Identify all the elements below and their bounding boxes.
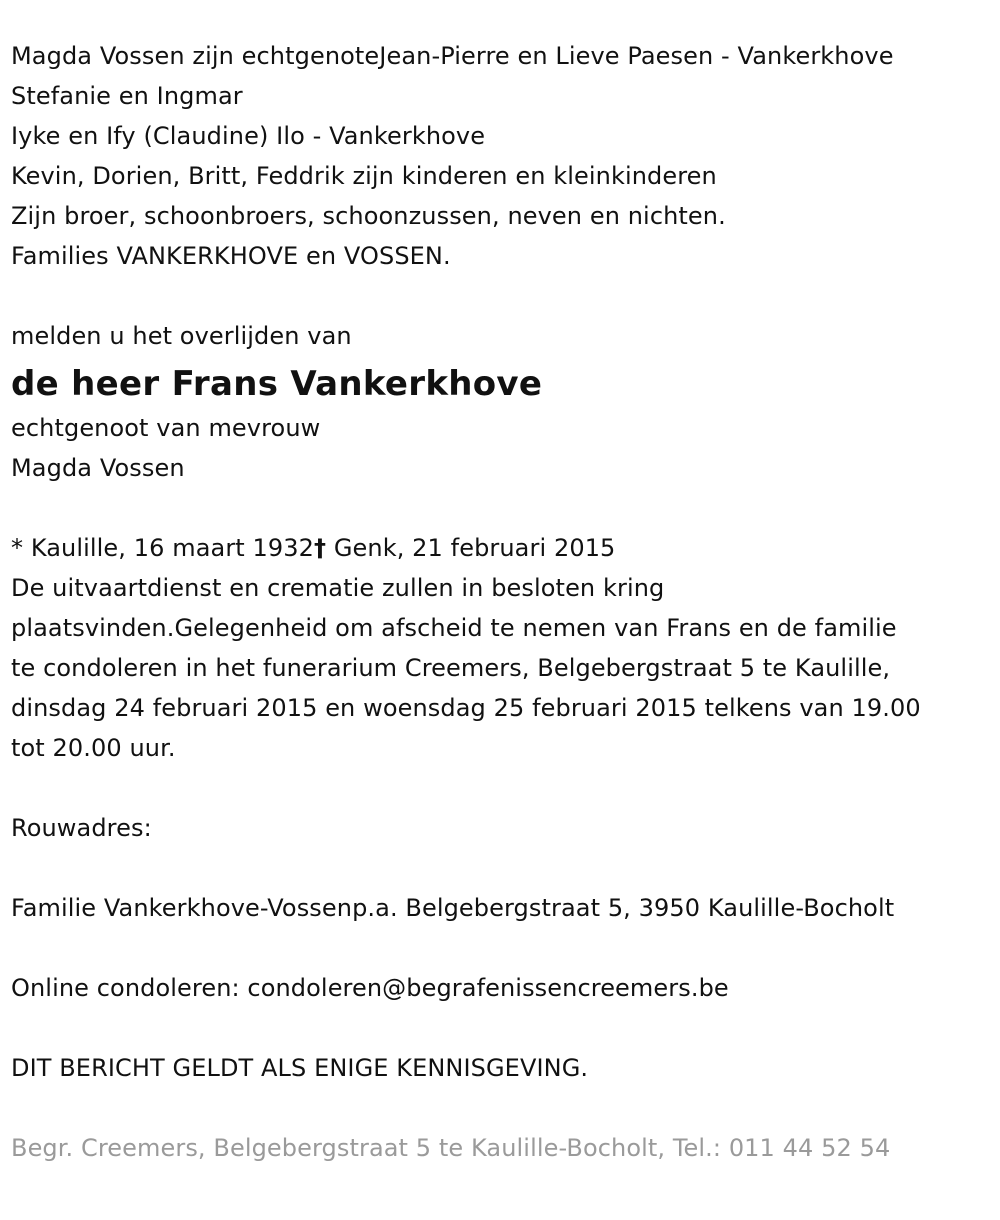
spacer — [11, 768, 1000, 808]
family-line: Iyke en Ify (Claudine) Ilo - Vankerkhove — [11, 122, 486, 150]
family-line: Families VANKERKHOVE en VOSSEN. — [11, 242, 451, 270]
death-date: Genk, 21 februari 2015 — [326, 534, 616, 562]
service-details — [11, 568, 1000, 768]
spouse-name: Magda Vossen — [11, 454, 185, 482]
address-label: Rouwadres: — [11, 814, 152, 842]
family-line: Stefanie en Ingmar — [11, 82, 243, 110]
service-line: tot 20.00 uur. — [11, 734, 176, 762]
service-line: De uitvaartdienst en crematie zullen in besloten kring — [11, 574, 665, 602]
service-line: dinsdag 24 februari 2015 en woensdag 25 februari 2015 telkens van 19.00 — [11, 694, 921, 722]
service-line: te condoleren in het funerarium Creemers, Belgebergstraat 5 te Kaulille, — [11, 654, 891, 682]
spacer — [11, 276, 1000, 316]
notice-text: DIT BERICHT GELDT ALS ENIGE KENNISGEVING. — [11, 1054, 589, 1082]
life-dates — [11, 528, 1000, 568]
spacer — [11, 1008, 1000, 1048]
spacer — [11, 928, 1000, 968]
spacer — [11, 1088, 1000, 1128]
family-line: Magda Vossen zijn echtgenoteJean-Pierre en Lieve Paesen - Vankerkhove — [11, 42, 894, 70]
online-condolence: Online condoleren: condoleren@begrafenissencreemers.be — [11, 974, 729, 1002]
funeral-home-footer: Begr. Creemers, Belgebergstraat 5 te Kaulille-Bocholt, Tel.: 011 44 52 54 — [11, 1134, 891, 1162]
spacer — [11, 848, 1000, 888]
relation-text: echtgenoot van mevrouw — [11, 414, 321, 442]
announcement-text: melden u het overlijden van — [11, 322, 352, 350]
service-line: plaatsvinden.Gelegenheid om afscheid te nemen van Frans en de familie — [11, 614, 897, 642]
spacer — [11, 488, 1000, 528]
family-line: Zijn broer, schoonbroers, schoonzussen, neven en nichten. — [11, 202, 726, 230]
family-list — [11, 36, 1000, 276]
mourning-address: Familie Vankerkhove-Vossenp.a. Belgebergstraat 5, 3950 Kaulille-Bocholt — [11, 894, 895, 922]
family-line: Kevin, Dorien, Britt, Feddrik zijn kinderen en kleinkinderen — [11, 162, 717, 190]
birth-date: * Kaulille, 16 maart 1932 — [11, 534, 315, 562]
cross-icon: † — [314, 534, 327, 562]
deceased-name: de heer Frans Vankerkhove — [11, 364, 543, 404]
